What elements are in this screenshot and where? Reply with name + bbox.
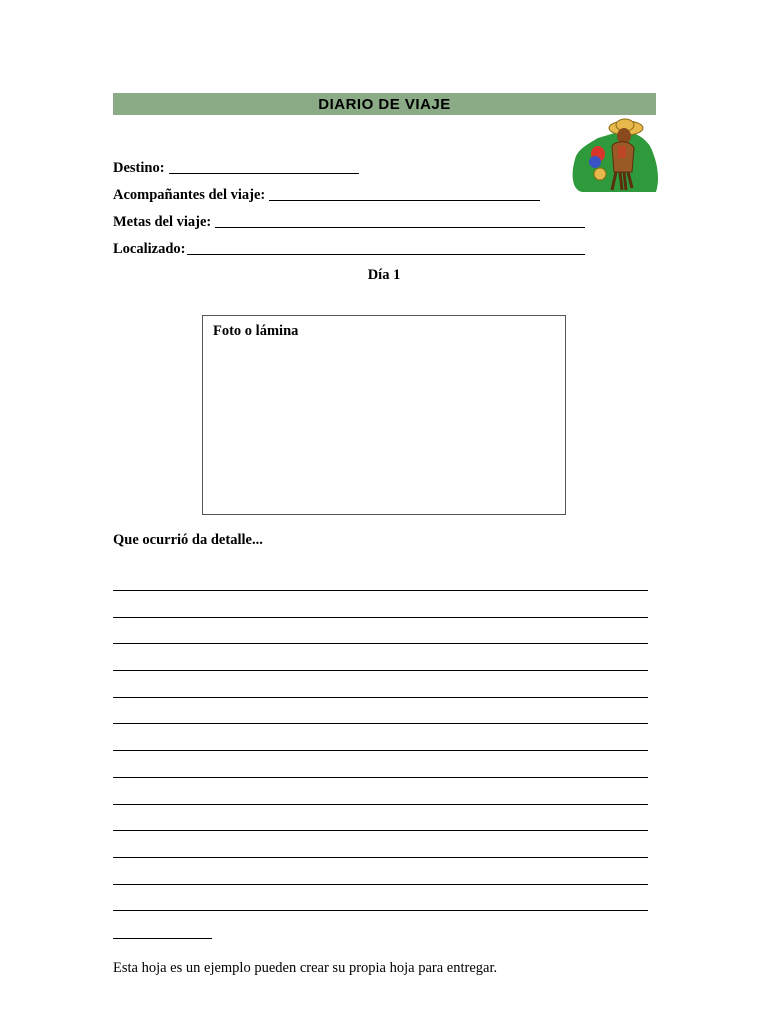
writing-line[interactable] bbox=[113, 590, 648, 617]
field-metas[interactable] bbox=[113, 214, 585, 231]
field-acompanantes-label: Acompañantes del viaje: bbox=[113, 187, 266, 203]
field-metas-label: Metas del viaje: bbox=[113, 214, 212, 230]
writing-line[interactable] bbox=[113, 723, 648, 750]
writing-line[interactable] bbox=[113, 697, 648, 724]
field-destino-label: Destino: bbox=[113, 160, 165, 176]
writing-line[interactable] bbox=[113, 857, 648, 884]
details-label: Que ocurrió da detalle... bbox=[113, 532, 263, 548]
hiker-with-backpack-icon bbox=[568, 116, 660, 194]
writing-line-short[interactable] bbox=[113, 938, 212, 939]
field-destino-line[interactable] bbox=[169, 172, 359, 174]
field-acompanantes[interactable] bbox=[113, 187, 540, 204]
photo-box-label: Foto o lámina bbox=[213, 323, 299, 339]
writing-line[interactable] bbox=[113, 643, 648, 670]
writing-line[interactable] bbox=[113, 617, 648, 644]
field-localizado-line[interactable] bbox=[187, 253, 585, 255]
field-localizado-label: Localizado: bbox=[113, 241, 186, 257]
field-destino[interactable] bbox=[113, 160, 359, 177]
writing-line[interactable] bbox=[113, 910, 648, 937]
title-bar bbox=[113, 93, 656, 115]
footer-note: Esta hoja es un ejemplo pueden crear su propia hoja para entregar. bbox=[113, 960, 498, 976]
writing-line[interactable] bbox=[113, 750, 648, 777]
writing-line[interactable] bbox=[113, 777, 648, 804]
field-metas-line[interactable] bbox=[215, 226, 585, 228]
writing-line[interactable] bbox=[113, 830, 648, 857]
writing-line[interactable] bbox=[113, 804, 648, 831]
document-title: DIARIO DE VIAJE bbox=[318, 95, 451, 113]
writing-lines[interactable] bbox=[113, 590, 648, 937]
field-acompanantes-line[interactable] bbox=[269, 199, 540, 201]
field-localizado[interactable] bbox=[113, 241, 585, 258]
writing-line[interactable] bbox=[113, 884, 648, 911]
day-label: Día 1 bbox=[367, 267, 401, 283]
photo-box[interactable] bbox=[202, 315, 566, 515]
writing-line[interactable] bbox=[113, 670, 648, 697]
